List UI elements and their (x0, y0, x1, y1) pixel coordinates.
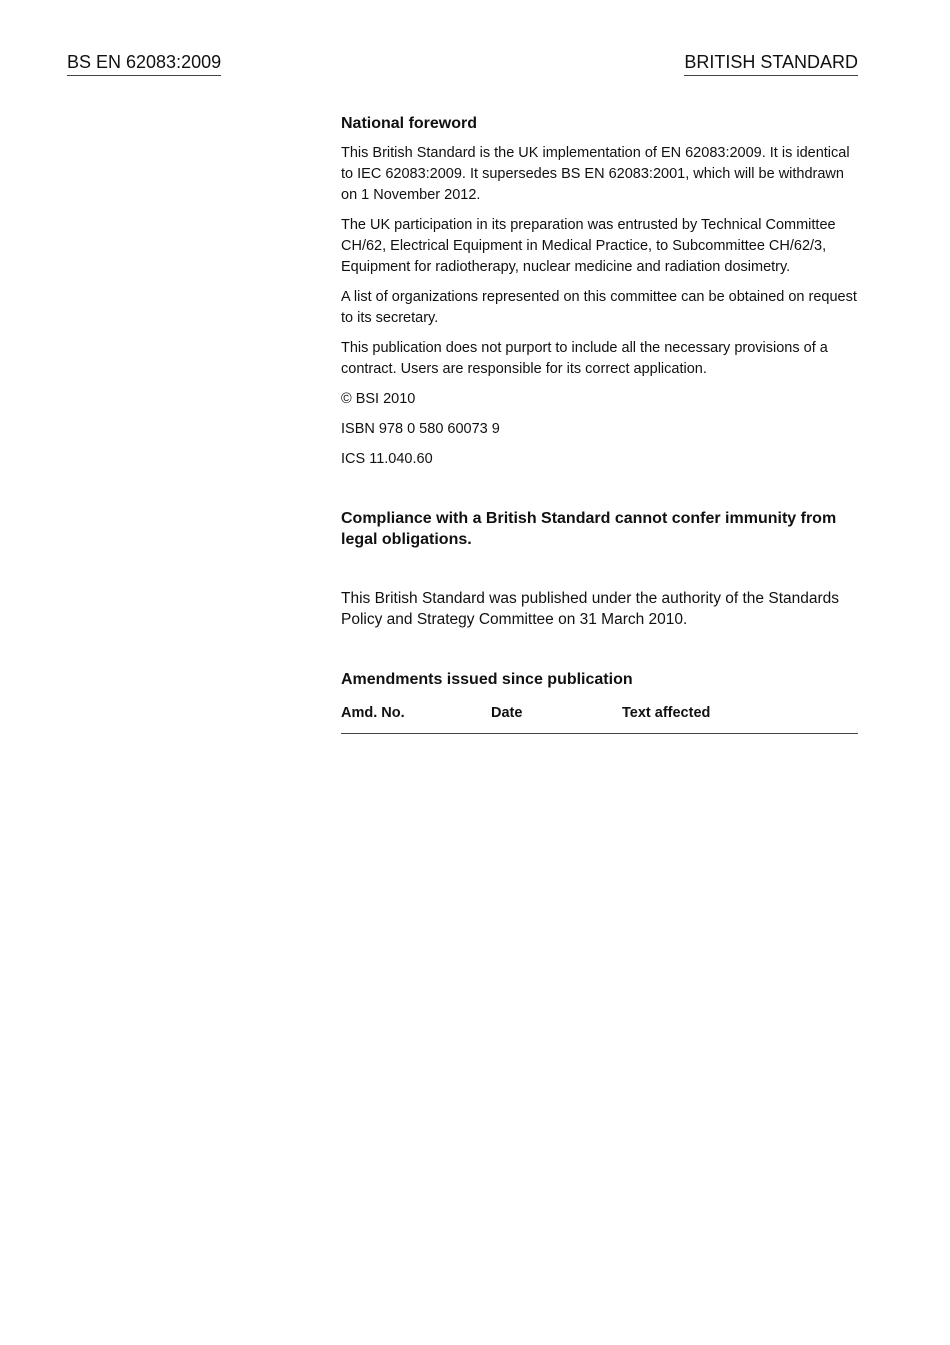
compliance-statement: Compliance with a British Standard cannot confer immunity from legal obligations. (341, 510, 837, 548)
column-header-amd-no: Amd. No. (341, 705, 405, 721)
foreword-paragraph: A list of organizations represented on this committee can be obtained on request to its secretary. (341, 289, 857, 326)
copyright-line: © BSI 2010 (341, 391, 416, 407)
publication-authority: This British Standard was published under the authority of the Standards Policy and Strategy Committee on 31 March 2010. (341, 590, 840, 628)
amendments-title: Amendments issued since publication (341, 671, 633, 688)
main-column (341, 112, 858, 734)
foreword-paragraph: This British Standard is the UK implementation of EN 62083:2009. It is identical to IEC 62083:2009. It supersedes BS EN 62083:2001, which will be withdrawn on 1 November 2012. (341, 145, 850, 203)
foreword-paragraph: The UK participation in its preparation was entrusted by Technical Committee CH/62, Electrical Equipment in Medical Practice, to Subcommittee CH/62/3, Equipment for radiotherapy, nuclear medicine and radiation dosimetry. (341, 217, 836, 275)
foreword-paragraph: This publication does not purport to include all the necessary provisions of a contract. Users are responsible for its correct application. (341, 340, 828, 377)
column-header-date: Date (491, 705, 523, 721)
standard-series-label: BRITISH STANDARD (684, 50, 858, 76)
amendments-table-header (341, 703, 858, 734)
document-number: BS EN 62083:2009 (67, 50, 221, 76)
isbn-line: ISBN 978 0 580 60073 9 (341, 421, 500, 437)
ics-line: ICS 11.040.60 (341, 451, 433, 467)
foreword-title: National foreword (341, 115, 478, 132)
column-header-text-affected: Text affected (622, 705, 711, 721)
